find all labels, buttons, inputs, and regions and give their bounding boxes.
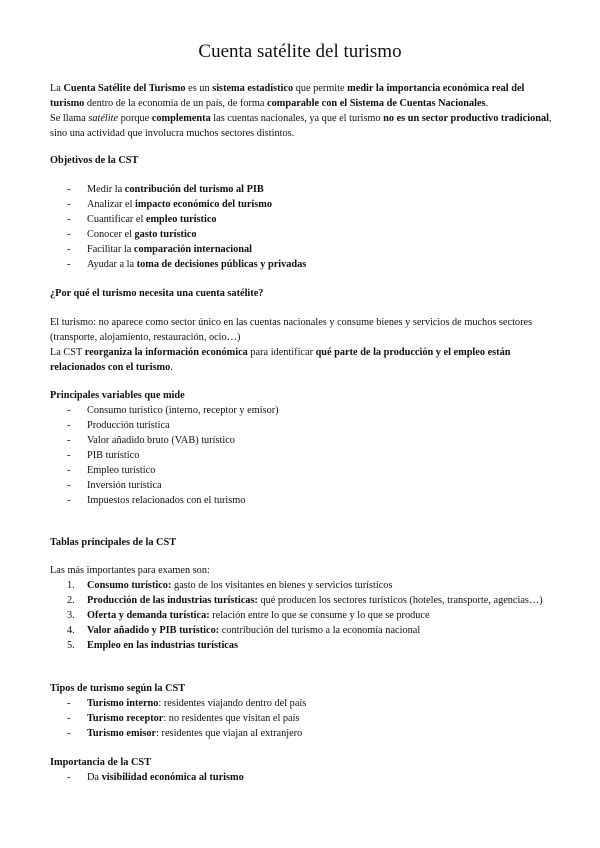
list-item: - Turismo receptor: no residentes que visitan el país bbox=[50, 711, 560, 726]
list-item: 2. Producción de las industrias turísticas: qué producen los sectores turísticos (hoteles, transporte, agencias…) bbox=[67, 595, 543, 606]
list-item: 4. Valor añadido y PIB turístico: contribución del turismo a la economía nacional bbox=[67, 625, 421, 636]
tipos-heading: Tipos de turismo según la CST bbox=[50, 683, 186, 694]
list-item: - Producción turística bbox=[50, 418, 560, 433]
variables-section bbox=[50, 388, 560, 508]
tablas-heading: Tablas principales de la CST bbox=[50, 537, 177, 548]
tablas-intro: Las más importantes para examen son: bbox=[50, 565, 210, 576]
importancia-list bbox=[50, 770, 560, 785]
document-title: Cuenta satélite del turismo bbox=[198, 41, 402, 62]
tablas-heading-wrap bbox=[50, 535, 560, 550]
list-item: - Medir la contribución del turismo al PIB bbox=[50, 182, 560, 197]
list-item: 1. Consumo turístico: gasto de los visitantes en bienes y servicios turísticos bbox=[67, 580, 393, 591]
importancia-heading: Importancia de la CST bbox=[50, 757, 151, 768]
porque-paragraph-1: El turismo: no aparece como sector único en las cuentas nacionales y consume bienes y servicios de muchos sectores (transporte, alojamiento, restauración, ocio…) bbox=[50, 317, 533, 343]
porque-heading: ¿Por qué el turismo necesita una cuenta satélite? bbox=[50, 288, 264, 299]
list-item: - Facilitar la comparación internacional bbox=[50, 242, 560, 257]
intro-section bbox=[50, 81, 560, 141]
variables-heading: Principales variables que mide bbox=[50, 390, 185, 401]
list-item: - Analizar el impacto económico del turismo bbox=[50, 197, 560, 212]
tablas-list bbox=[50, 578, 560, 653]
tablas-section bbox=[50, 563, 560, 653]
porque-section bbox=[50, 315, 560, 375]
list-item: - PIB turístico bbox=[50, 448, 560, 463]
list-item: - Impuestos relacionados con el turismo bbox=[50, 493, 560, 508]
porque-paragraph-2: La CST reorganiza la información económica para identificar qué parte de la producción y el empleo están relacionados con el turismo. bbox=[50, 347, 511, 373]
list-item: 5. Empleo en las industrias turísticas bbox=[67, 640, 239, 651]
list-item: - Turismo interno: residentes viajando dentro del país bbox=[50, 696, 560, 711]
tipos-section bbox=[50, 681, 560, 741]
objetivos-section bbox=[50, 153, 560, 168]
intro-paragraph-1: La Cuenta Satélite del Turismo es un sistema estadístico que permite medir la importancia económica real del turismo dentro de la economía de un país, de forma comparable con el Sistema de Cuentas Nacionales. bbox=[50, 83, 525, 109]
list-item: - Da visibilidad económica al turismo bbox=[50, 770, 560, 785]
list-item: - Inversión turística bbox=[50, 478, 560, 493]
porque-heading-wrap bbox=[50, 286, 560, 301]
list-item: 3. Oferta y demanda turística: relación entre lo que se consume y lo que se produce bbox=[67, 610, 430, 621]
list-item: - Consumo turístico (interno, receptor y emisor) bbox=[50, 403, 560, 418]
importancia-section bbox=[50, 755, 560, 785]
variables-list bbox=[50, 403, 560, 508]
list-item: - Empleo turístico bbox=[50, 463, 560, 478]
list-item: - Ayudar a la toma de decisiones públicas y privadas bbox=[50, 257, 560, 272]
list-item: - Cuantificar el empleo turístico bbox=[50, 212, 560, 227]
list-item: - Conocer el gasto turístico bbox=[50, 227, 560, 242]
objetivos-heading: Objetivos de la CST bbox=[50, 155, 139, 166]
intro-paragraph-2: Se llama satélite porque complementa las cuentas nacionales, ya que el turismo no es un sector productivo tradicional, sino una actividad que involucra muchos sectores distintos. bbox=[50, 113, 552, 139]
list-item: - Valor añadido bruto (VAB) turístico bbox=[50, 433, 560, 448]
list-item: - Turismo emisor: residentes que viajan al extranjero bbox=[50, 726, 560, 741]
tipos-list bbox=[50, 696, 560, 741]
objetivos-list-wrap bbox=[50, 182, 560, 272]
objetivos-list bbox=[50, 182, 560, 272]
